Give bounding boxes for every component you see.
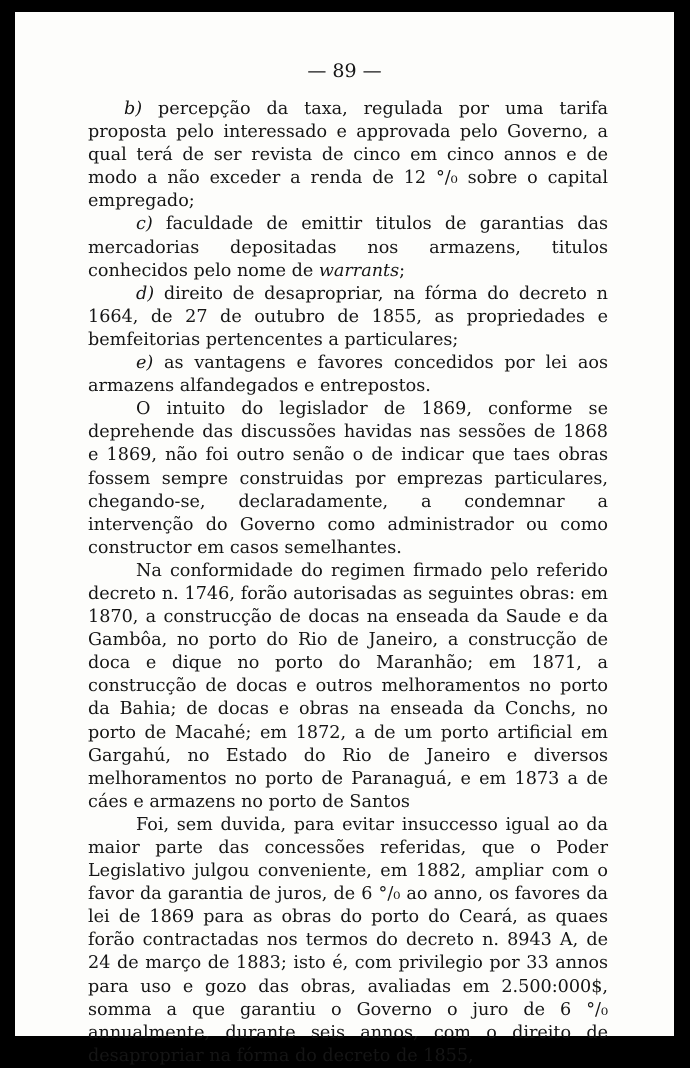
body-text (88, 98, 608, 1068)
paragraph-text: as vantagens e favores concedidos por lei aos armazens alfandegados e entrepostos. (88, 353, 608, 397)
paragraph-foi (88, 814, 608, 1068)
paragraph-text: Foi, sem duvida, para evitar insuccesso igual ao da maior parte das concessões referidas, que o Poder Legislativo julgou conveniente, em 1882, ampliar com o favor da garantia de juros, de 6 °/₀ ao anno, os favores da lei de 1869 para as obras do porto do Ceará, as quaes forão contractadas nos termos do decreto n. 8943 A, de 24 de março de 1883; isto é, com privilegio por 33 annos para uso e gozo das obras, avaliadas em 2.500:000$, somma a que garantiu o Governo o juro de 6 °/₀ annualmente, durante seis annos, com o direito de desapropriar na fórma do decreto de 1855, (88, 814, 608, 1066)
paragraph-text: faculdade de emittir titulos de garantias das mercadorias depositadas nos armazens, titulos conhecidos pelo nome de (88, 214, 608, 281)
book-page (15, 12, 674, 1066)
paragraph-text: percepção da taxa, regulada por uma tarifa proposta pelo interessado e approvada pelo Governo, a qual terá de ser revista de cinco em cinco annos e de modo a não exceder a renda de 12 °/₀ sobre o capital empregado; (88, 99, 608, 212)
paragraph-intuito (88, 398, 608, 560)
item-label: d) (136, 283, 155, 304)
item-label: e) (136, 353, 154, 374)
paragraph-tail: ; (399, 260, 406, 281)
paragraph-text: direito de desapropriar, na fórma do decreto n 1664, de 27 de outubro de 1855, as propriedades e bemfeitorias pertencentes a particulares; (88, 283, 608, 350)
item-label: b) (124, 99, 143, 119)
item-label: c) (136, 214, 153, 235)
paragraph-e (88, 352, 608, 398)
paragraph-c (88, 213, 608, 282)
paragraph-text: O intuito do legislador de 1869, conforme se deprehende das discussões havidas nas sessões de 1868 e 1869, não foi outro senão o de indicar que taes obras fossem sempre construidas por emprezas particulares, chegando-se, declaradamente, a condemnar a intervenção do Governo como administrador ou como constructor em casos semelhantes. (88, 399, 608, 558)
paragraph-b (88, 98, 608, 213)
page-number: — 89 — (307, 60, 382, 82)
paragraph-d (88, 283, 608, 352)
paragraph-conformidade (88, 560, 608, 814)
paragraph-text: Na conformidade do regimen firmado pelo referido decreto n. 1746, forão autorisadas as seguintes obras: em 1870, a construcção de docas na enseada da Saude e da Gambôa, no porto do Rio de Janeiro, a construcção de doca e dique no porto do Maranhão; em 1871, a construcção de docas e outros melhoramentos no porto da Bahia; de docas e obras na enseada da Conchs, no porto de Macahé; em 1872, a de um porto artificial em Gargahú, no Estado do Rio de Janeiro e diversos melhoramentos no porto de Paranaguá, e em 1873 a de cáes e armazens no porto de Santos (88, 560, 608, 812)
italic-term: warrants (318, 260, 400, 281)
